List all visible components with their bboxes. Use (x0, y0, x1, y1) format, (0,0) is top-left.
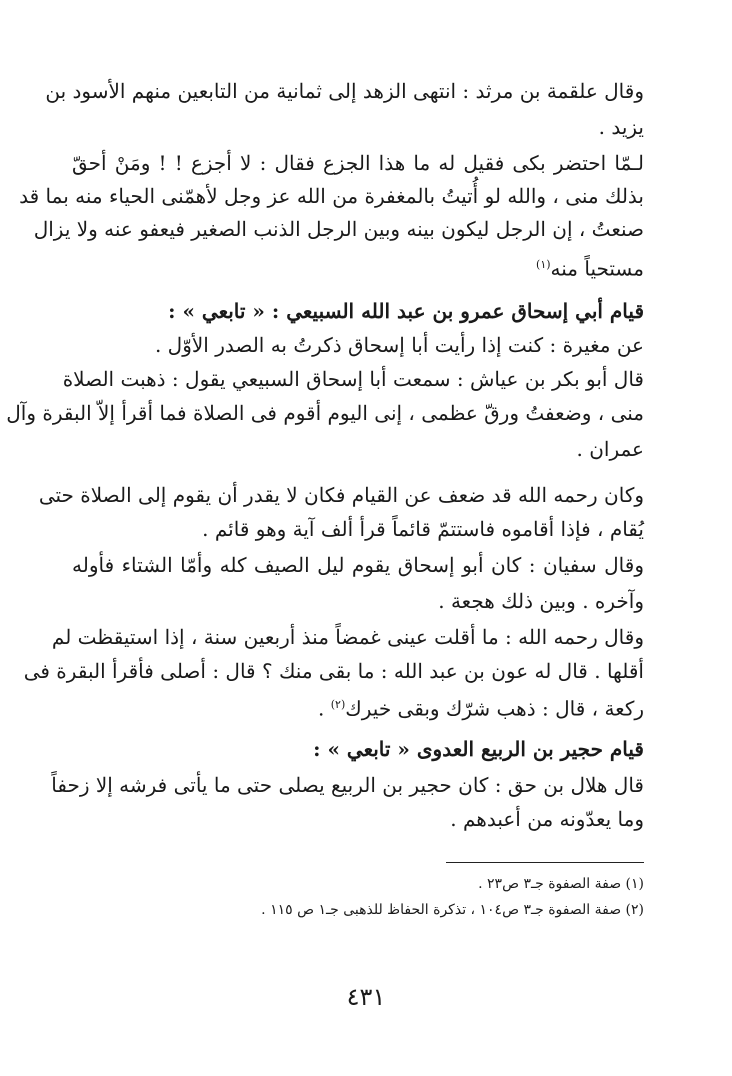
text-line-18: ركعة ، قال : ذهب شرّك وبقى خيرك$^{(٢)}$ . (318, 696, 644, 721)
section-heading-abu-ishaq: قيام أبي إسحاق عمرو بن عبد الله السبيعي : « تابعي » : (168, 299, 644, 323)
line-18-text: ركعة ، قال : ذهب شرّك وبقى خيرك (345, 696, 644, 721)
text-line-11: عمران . (576, 437, 644, 461)
footnote-ref-1: (١) (536, 258, 551, 271)
text-line-3: لـمّا احتضر بكى فقيل له ما هذا الجزع فقال : لا أجزع ! ! ومَنْ أحقّ (72, 151, 644, 175)
text-line-4: بذلك منى ، والله لو أُتيتُ بالمغفرة من الله عز وجل لأهمّنى الحياء منه بما قد (19, 184, 644, 208)
text-line-8: عن مغيرة : كنت إذا رأيت أبا إسحاق ذكرتُ به الصدر الأوّل . (154, 333, 644, 357)
footnote-separator (446, 862, 644, 863)
text-line-21: وما يعدّونه من أعبدهم . (450, 807, 644, 831)
text-line-20: قال هلال بن حق : كان حجير بن الربيع يصلى حتى ما يأتى فرشه إلا زحفاً (51, 773, 644, 797)
text-line-15: وآخره . وبين ذلك هجعة . (438, 589, 644, 613)
text-line-14: وقال سفيان : كان أبو إسحاق يقوم ليل الصيف كله وأمّا الشتاء فأوله (72, 553, 644, 577)
page-number: ٤٣١ (346, 983, 386, 1011)
text-line-13: يُقام ، فإذا أقاموه فاستتمّ قائماً قرأ ألف آية وهو قائم . (202, 517, 644, 541)
line-6-text: مستحياً منه (550, 256, 644, 281)
footnote-2: (٢) صفة الصفوة جـ٣ ص١٠٤ ، تذكرة الحفاظ للذهبى جـ١ ص ١١٥ . (261, 902, 644, 918)
text-line-17: أقلها . قال له عون بن عبد الله : ما بقى منك ؟ قال : أصلى فأقرأ البقرة فى (23, 659, 644, 683)
text-line-1: وقال علقمة بن مرثد : انتهى الزهد إلى ثمانية من التابعين منهم الأسود بن (45, 79, 644, 103)
text-line-16: وقال رحمه الله : ما أقلت عينى غمضاً منذ أربعين سنة ، إذا استيقظت لم (51, 625, 644, 649)
footnote-ref-2: (٢) (330, 698, 346, 711)
text-line-2: يزيد . (598, 115, 644, 139)
text-line-6 (536, 250, 644, 280)
section-heading-hujayr: قيام حجير بن الربيع العدوى « تابعي » : (313, 737, 644, 761)
text-line-9: قال أبو بكر بن عياش : سمعت أبا إسحاق السبيعي يقول : ذهبت الصلاة (62, 367, 644, 391)
text-line-10: منى ، وضعفتُ ورقّ عظمى ، إنى اليوم أقوم فى الصلاة فما أقرأ إلاّ البقرة وآل (6, 401, 644, 425)
footnote-1: (١) صفة الصفوة جـ٣ ص٢٣ . (478, 876, 644, 892)
text-line-5: صنعتُ ، إن الرجل ليكون بينه وبين الرجل الذنب الصغير فيعفو عنه ولا يزال (33, 217, 644, 241)
text-line-12: وكان رحمه الله قد ضعف عن القيام فكان لا يقدر أن يقوم إلى الصلاة حتى (38, 483, 644, 507)
